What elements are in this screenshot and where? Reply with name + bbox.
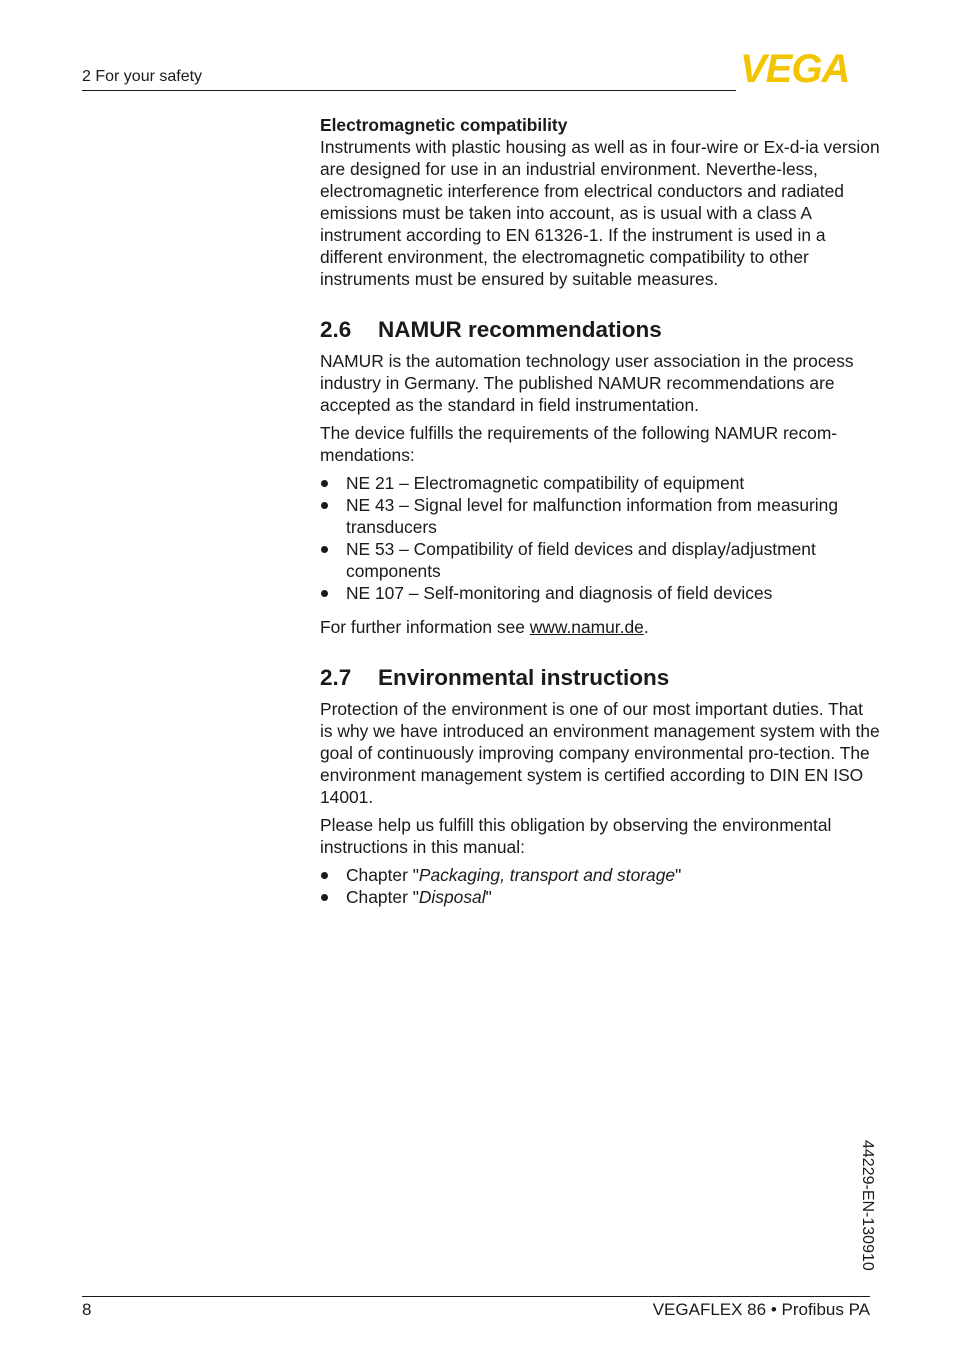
- logo-text: VEGA: [740, 50, 850, 84]
- namur-list: [320, 472, 880, 604]
- header-rule: [82, 90, 736, 91]
- emc-subheading: Electromagnetic compatibility: [320, 115, 568, 135]
- footer-product: VEGAFLEX 86 • Profibus PA: [652, 1300, 870, 1319]
- vega-logo: [740, 50, 874, 84]
- env-paragraph-2: Please help us fulfill this obligation by observing the environmental instructions in this manual:: [320, 815, 832, 857]
- namur-more-info: For further information see www.namur.de.: [320, 617, 649, 637]
- list-item: Chapter "Packaging, transport and storage": [320, 864, 880, 886]
- namur-paragraph-1: NAMUR is the automation technology user association in the process industry in Germany. The published NAMUR recommendations are accepted as the standard in field instrumentation.: [320, 351, 854, 415]
- section-heading-environment: [320, 664, 880, 692]
- page-content: [320, 114, 880, 914]
- list-item: NE 107 – Self-monitoring and diagnosis of field devices: [320, 582, 880, 604]
- namur-link[interactable]: www.namur.de: [529, 617, 644, 637]
- section-number: 2.7: [320, 665, 352, 690]
- namur-paragraph-2: The device fulfills the requirements of the following NAMUR recom-mendations:: [320, 423, 838, 465]
- list-item: Chapter "Disposal": [320, 886, 880, 908]
- running-header: 2 For your safety: [82, 68, 203, 85]
- document-id: 44229-EN-130910: [859, 1140, 876, 1271]
- page-number: 8: [82, 1300, 92, 1319]
- list-item: NE 21 – Electromagnetic compatibility of equipment: [320, 472, 880, 494]
- footer-rule: [82, 1296, 870, 1297]
- section-title: Environmental instructions: [378, 665, 670, 690]
- env-paragraph-1: Protection of the environment is one of our most important duties. That is why we have introduced an environment management system with the goal of continuously improving company environmental pro-tection. The environment management system is certified according to DIN EN ISO 14001.: [320, 699, 880, 807]
- env-list: [320, 864, 880, 908]
- emc-paragraph: Instruments with plastic housing as well as in four-wire or Ex-d-ia version are designed for use in an industrial environment. Neverthe-less, electromagnetic interference from electrical conductors and radiated emissions must be taken into account, as is usual with a class A instrument according to EN 61326-1. If the instrument is used in a different environment, the electromagnetic compatibility to other instruments must be ensured by suitable measures.: [320, 137, 880, 289]
- list-item: NE 43 – Signal level for malfunction information from measuring transducers: [320, 494, 880, 538]
- section-title: NAMUR recommendations: [378, 317, 662, 342]
- section-heading-namur: [320, 316, 880, 344]
- section-number: 2.6: [320, 317, 352, 342]
- list-item: NE 53 – Compatibility of field devices and display/adjustment components: [320, 538, 880, 582]
